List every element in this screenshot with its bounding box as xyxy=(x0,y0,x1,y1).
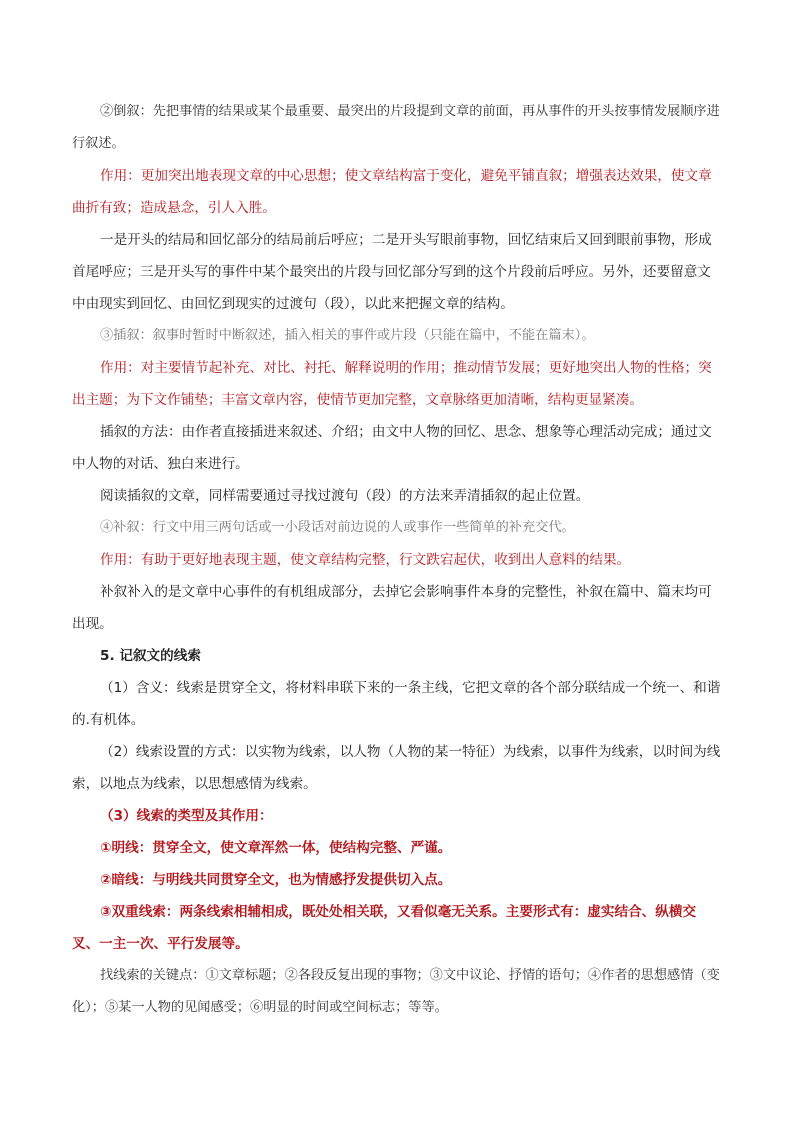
paragraph-double-clue: ③双重线索：两条线索相辅相成，既处处相关联，又看似毫无关系。主要形式有：虚实结合、纵横交叉、一主一次、平行发展等。 xyxy=(72,904,697,952)
paragraph-clue-setting: （2）线索设置的方式：以实物为线索，以人物（人物的某一特征）为线索，以事件为线索，以时间为线索，以地点为线索，以思想感情为线索。 xyxy=(72,744,721,792)
paragraph-interpolation: ③插叙：叙事时暂时中断叙述，插入相关的事件或片段（只能在篇中，不能在篇末）。 xyxy=(100,328,595,343)
paragraph-interpolation-method: 插叙的方法：由作者直接插进来叙述、介绍；由文中人物的回忆、思念、想象等心理活动完成；通过文中人物的对话、独白来进行。 xyxy=(72,424,712,472)
paragraph-explicit-clue: ①明线：贯穿全文，使文章浑然一体，使结构完整、严谨。 xyxy=(100,840,452,856)
paragraph-supplement-effect: 作用：有助于更好地表现主题，使文章结构完整，行文跌宕起伏，收到出人意料的结果。 xyxy=(100,552,631,568)
paragraph-implicit-clue: ②暗线：与明线共同贯穿全文，也为情感抒发提供切入点。 xyxy=(100,872,452,888)
paragraph-echo-structure: 一是开头的结局和回忆部分的结局前后呼应；二是开头写眼前事物，回忆结束后又回到眼前事物，形成首尾呼应；三是开头写的事件中某个最突出的片段与回忆部分写到的这个片段前后呼应。另外，还要留意文中由现实到回忆、由回忆到现实的过渡句（段），以此来把握文章的结构。 xyxy=(72,232,712,312)
paragraph-interpolation-effect: 作用：对主要情节起补充、对比、衬托、解释说明的作用；推动情节发展；更好地突出人物的性格；突出主题；为下文作铺垫；丰富文章内容，使情节更加完整，文章脉络更加清晰，结构更显紧凑。 xyxy=(72,360,712,408)
paragraph-flashback: ②倒叙：先把事情的结果或某个最重要、最突出的片段提到文章的前面，再从事件的开头按事情发展顺序进行叙述。 xyxy=(72,104,720,151)
paragraph-clue-keys: 找线索的关键点：①文章标题；②各段反复出现的事物；③文中议论、抒情的语句；④作者的思想感情（变化）；⑤某一人物的见闻感受；⑥明显的时间或空间标志；等等。 xyxy=(72,968,720,1015)
paragraph-clue-types: （3）线索的类型及其作用： xyxy=(100,808,273,824)
paragraph-clue-meaning: （1）含义：线索是贯穿全文，将材料串联下来的一条主线，它把文章的各个部分联结成一个统一、和谐的.有机体。 xyxy=(72,680,721,728)
paragraph-interpolation-reading: 阅读插叙的文章，同样需要通过寻找过渡句（段）的方法来弄清插叙的起止位置。 xyxy=(100,488,590,504)
section-heading-clues: 5. 记叙文的线索 xyxy=(100,648,201,664)
paragraph-flashback-effect: 作用：更加突出地表现文章的中心思想；使文章结构富于变化，避免平铺直叙；增强表达效果，使文章曲折有致；造成悬念，引人入胜。 xyxy=(72,168,712,216)
document-body xyxy=(72,96,722,1024)
paragraph-supplement-note: 补叙补入的是文章中心事件的有机组成部分，去掉它会影响事件本身的完整性，补叙在篇中、篇末均可出现。 xyxy=(72,584,712,632)
paragraph-supplement: ④补叙：行文中用三两句话或一小段话对前边说的人或事作一些简单的补充交代。 xyxy=(100,520,575,535)
